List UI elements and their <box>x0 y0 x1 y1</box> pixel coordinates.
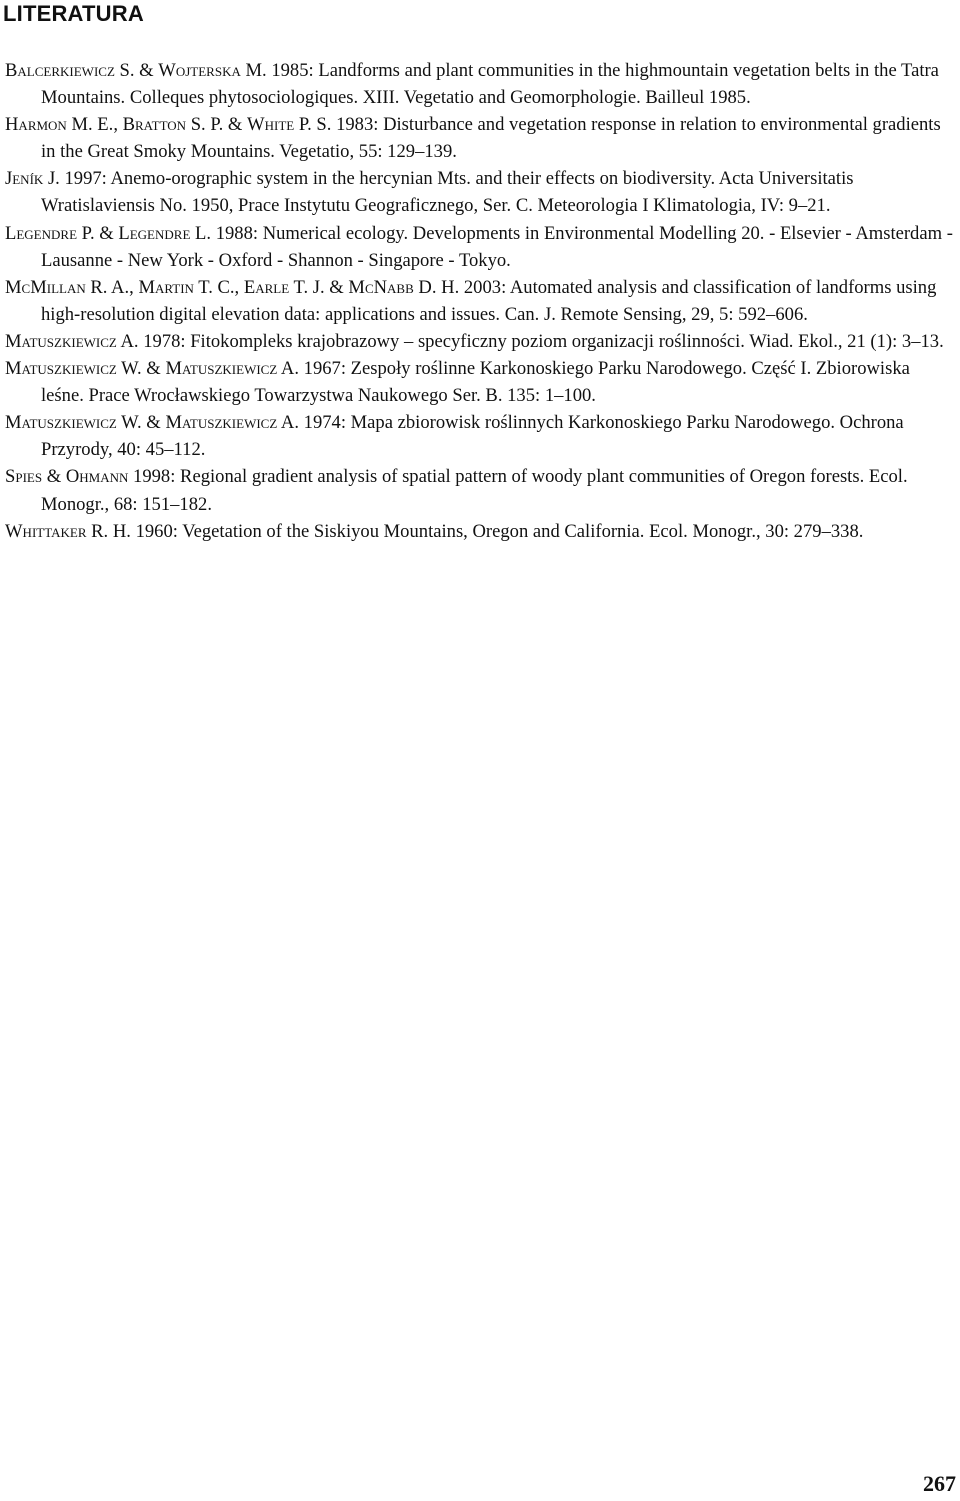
reference-author: Matuszkiewicz <box>5 358 117 380</box>
reference-author: Legendre <box>118 222 191 244</box>
reference-text: 1998: Regional gradient analysis of spatial pattern of woody plant communities of Oregon forests. Ecol. Monogr., 68: 151–182. <box>41 466 908 515</box>
reference-text: R. A., <box>85 276 139 298</box>
reference-author: Whittaker <box>5 520 87 542</box>
reference-text: W. & <box>116 358 166 380</box>
reference-author: White <box>247 114 295 136</box>
reference-author: Legendre <box>5 222 78 244</box>
reference-author: Balcerkiewicz <box>5 60 115 81</box>
reference-author: Spies <box>5 466 43 488</box>
reference-item <box>5 165 955 219</box>
reference-text: P. & <box>77 222 119 244</box>
reference-author: Martin <box>138 276 194 298</box>
reference-text: A. 1974: Mapa zbiorowisk roślinnych Karkonoskiego Parku Narodowego. Ochrona Przyrody, 40: 45–112. <box>41 412 904 461</box>
reference-author: Matuszkiewicz <box>165 358 278 380</box>
reference-author: Ohmann <box>65 466 129 488</box>
reference-item <box>5 57 955 111</box>
reference-text: S. P. & <box>186 114 248 136</box>
reference-item <box>5 111 955 165</box>
reference-author: Matuszkiewicz <box>5 412 117 434</box>
reference-item <box>5 355 955 409</box>
reference-text: R. H. 1960: Vegetation of the Siskiyou Mountains, Oregon and California. Ecol. Monogr., 30: 279–338. <box>86 520 864 542</box>
reference-text: & <box>42 466 66 488</box>
reference-author: Harmon <box>5 114 67 136</box>
reference-author: Matuszkiewicz <box>5 330 117 352</box>
reference-text: M. 1985: Landforms and plant communities in the highmountain vegetation belts in the Tatra Mountains. Colleques phytosociologiques. XIII. Vegetatio and Geomorphologie. Bailleul 1985. <box>41 60 939 109</box>
reference-author: Wojterska <box>158 60 241 81</box>
reference-text: A. 1967: Zespoły roślinne Karkonoskiego Parku Narodowego. Część I. Zbiorowiska leśne. Prace Wrocławskiego Towarzystwa Naukowego Ser. B. 135: 1–100. <box>41 358 910 407</box>
reference-item <box>5 220 955 274</box>
reference-text: T. J. & <box>289 276 349 298</box>
reference-item <box>5 463 955 517</box>
reference-author: Jeník <box>5 168 44 190</box>
reference-text: L. 1988: Numerical ecology. Developments in Environmental Modelling 20. - Elsevier - Amsterdam - Lausanne - New York - Oxford - Shannon - Singapore - Tokyo. <box>41 222 953 271</box>
reference-item <box>5 328 955 355</box>
page-number: 267 <box>923 1471 956 1496</box>
reference-author: Earle <box>243 276 290 298</box>
reference-item <box>5 274 955 328</box>
reference-item <box>5 518 955 545</box>
reference-list <box>5 57 955 545</box>
reference-text: P. S. 1983: Disturbance and vegetation response in relation to environmental gradients in the Great Smoky Mountains. Vegetatio, 55: 129–139. <box>41 114 941 163</box>
reference-text: S. & <box>114 60 159 81</box>
reference-author: McMillan <box>5 276 86 298</box>
reference-text: J. 1997: Anemo-orographic system in the hercynian Mts. and their effects on biodiversity. Acta Universitatis Wratislaviensis No. 1950, Prace Instytutu Geograficznego, Ser. C. Meteorologia I Klimatologia, IV: 9–21. <box>41 168 854 217</box>
reference-text: W. & <box>116 412 166 434</box>
reference-text: D. H. 2003: Automated analysis and classification of landforms using high-resolution digital elevation data: applications and issues. Can. J. Remote Sensing, 29, 5: 592–606. <box>41 276 937 325</box>
reference-author: Matuszkiewicz <box>165 412 278 434</box>
reference-author: McNabb <box>348 276 414 298</box>
reference-text: T. C., <box>193 276 244 298</box>
reference-text: A. 1978: Fitokompleks krajobrazowy – specyficzny poziom organizacji roślinności. Wiad. Ekol., 21 (1): 3–13. <box>116 330 944 352</box>
section-title: LITERATURA <box>3 1 144 26</box>
reference-item <box>5 409 955 463</box>
reference-text: M. E., <box>66 114 123 136</box>
reference-author: Bratton <box>122 114 187 136</box>
